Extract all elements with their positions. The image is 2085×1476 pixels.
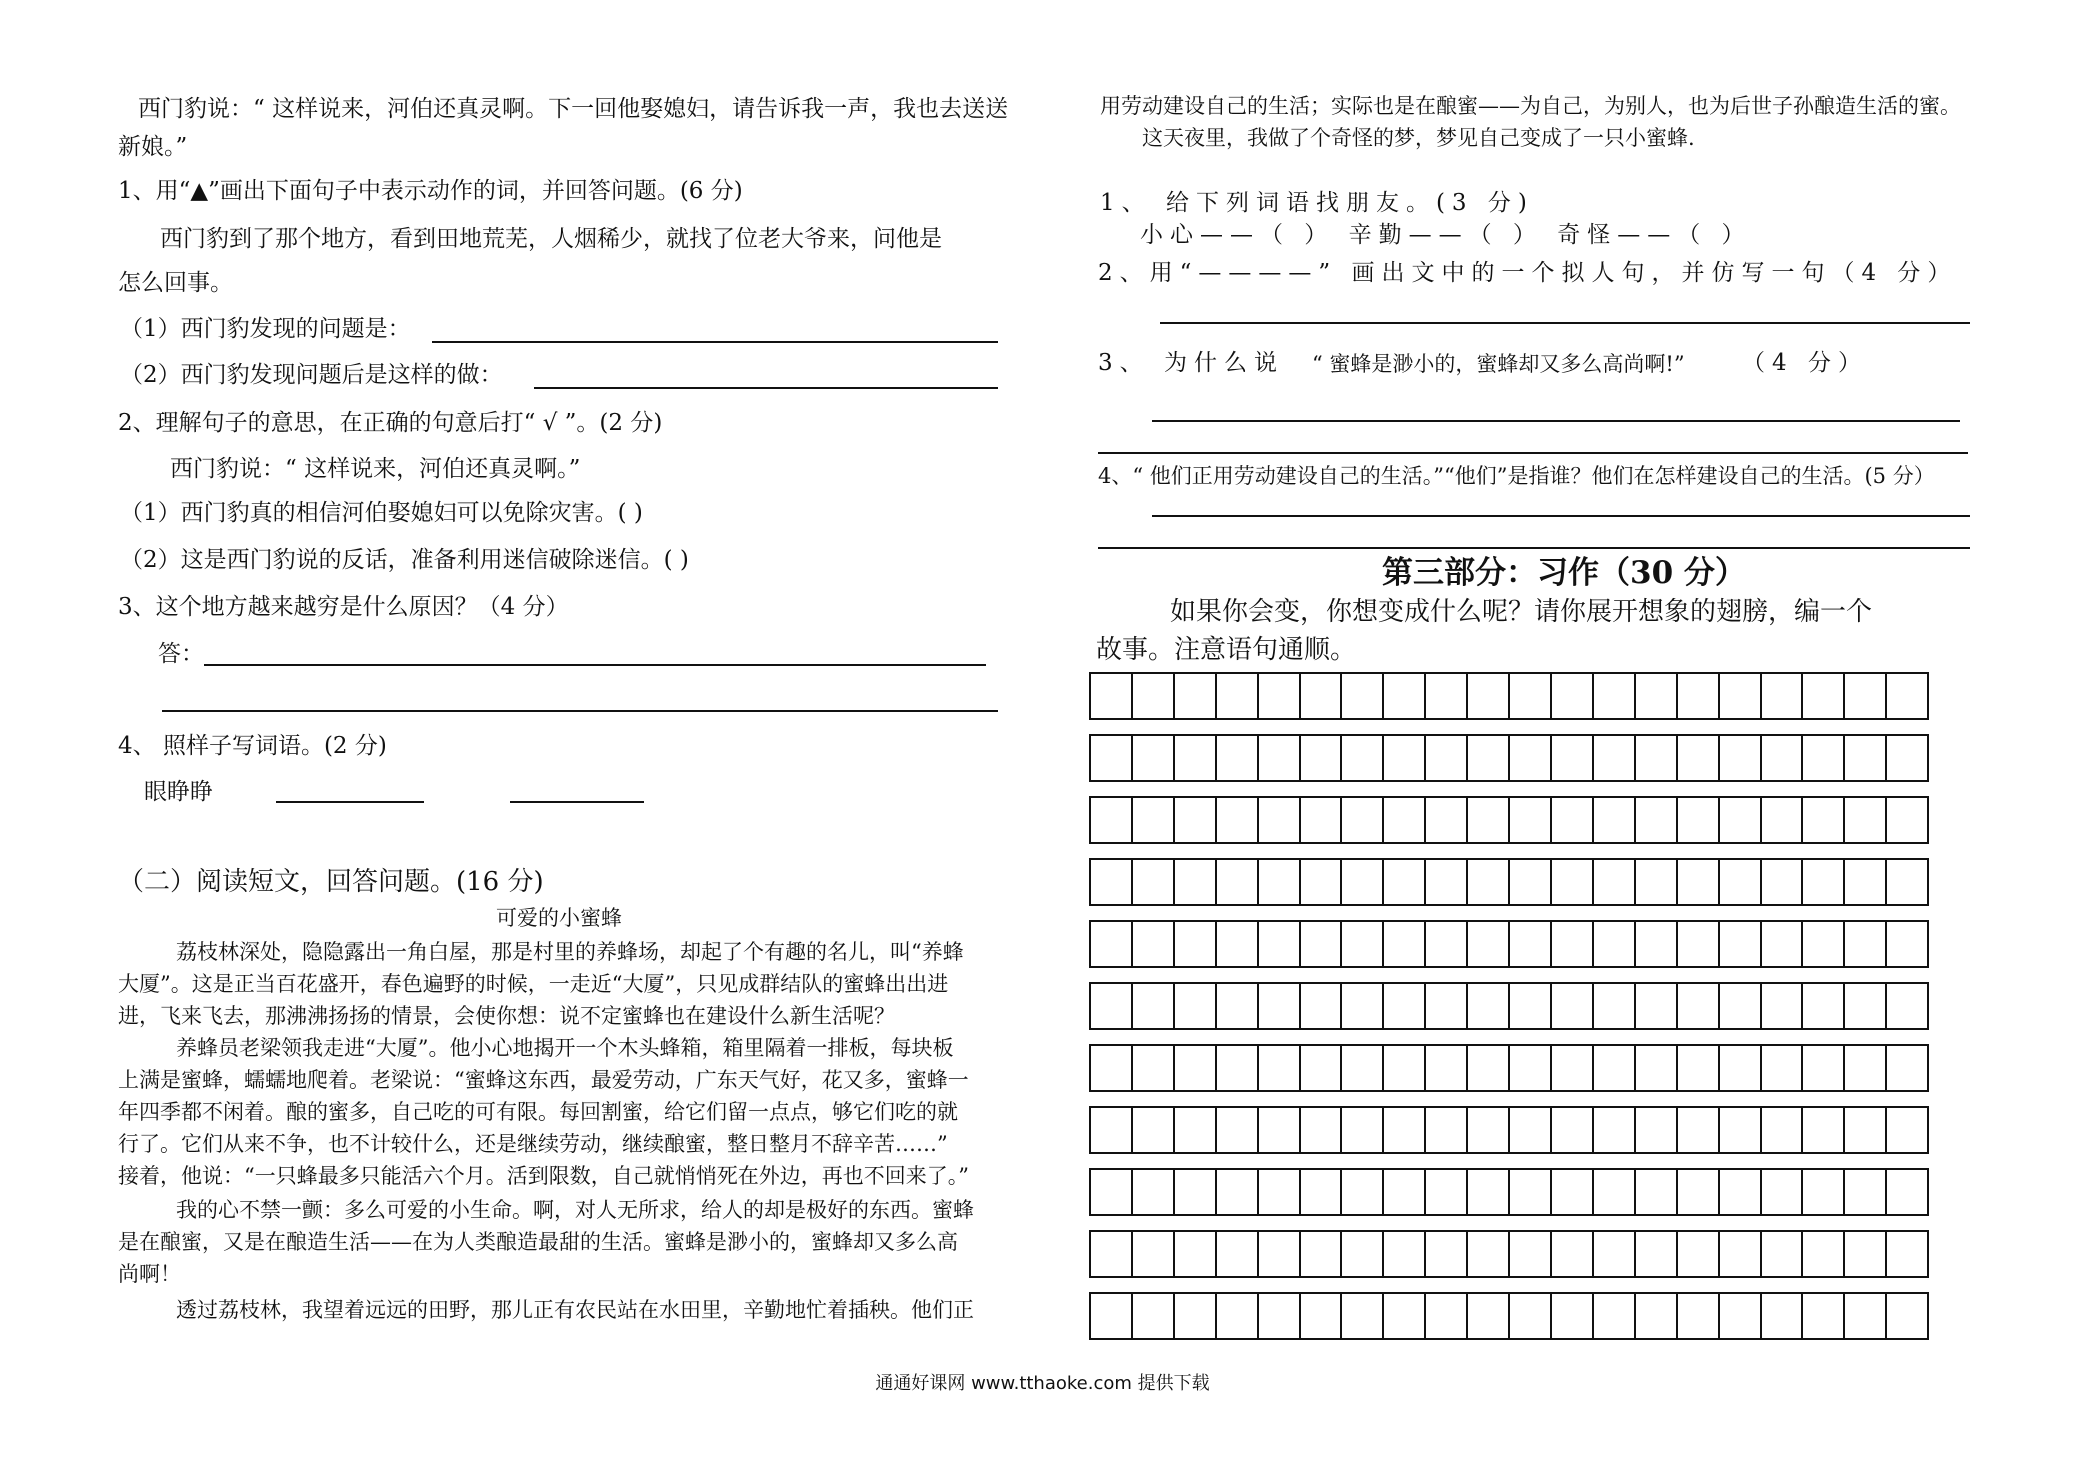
right-question-2: 2、用“————” 画出文中的一个拟人句，并仿写一句（4 分）: [1098, 260, 1958, 286]
grid-cell[interactable]: [1175, 1294, 1217, 1338]
grid-row: [1089, 1106, 1929, 1154]
grid-cell[interactable]: [1217, 984, 1259, 1028]
grid-cell[interactable]: [1510, 798, 1552, 842]
grid-cell[interactable]: [1091, 1108, 1133, 1152]
grid-cell[interactable]: [1091, 922, 1133, 966]
grid-cell[interactable]: [1091, 1232, 1133, 1276]
grid-cell[interactable]: [1845, 1232, 1887, 1276]
grid-cell[interactable]: [1510, 736, 1552, 780]
intro-line-2: 新娘。”: [118, 134, 188, 160]
right-question-3-quote: “ 蜜蜂是渺小的，蜜蜂却又多么高尚啊!”: [1312, 352, 1685, 376]
grid-cell[interactable]: [1845, 674, 1887, 718]
grid-cell[interactable]: [1594, 922, 1636, 966]
grid-cell[interactable]: [1426, 1046, 1468, 1090]
grid-cell[interactable]: [1259, 1170, 1301, 1214]
grid-cell[interactable]: [1426, 860, 1468, 904]
grid-cell[interactable]: [1468, 1170, 1510, 1214]
grid-cell[interactable]: [1552, 1046, 1594, 1090]
grid-cell[interactable]: [1678, 736, 1720, 780]
grid-cell[interactable]: [1803, 922, 1845, 966]
grid-cell[interactable]: [1301, 860, 1343, 904]
grid-cell[interactable]: [1678, 1046, 1720, 1090]
right-q2-answer-line[interactable]: [1160, 322, 1970, 324]
grid-cell[interactable]: [1636, 1170, 1678, 1214]
grid-cell[interactable]: [1510, 1170, 1552, 1214]
grid-cell[interactable]: [1133, 1294, 1175, 1338]
grid-cell[interactable]: [1217, 1232, 1259, 1276]
grid-cell[interactable]: [1259, 922, 1301, 966]
right-question-3-prefix: 3、 为什么说: [1098, 350, 1284, 376]
grid-cell[interactable]: [1762, 1046, 1804, 1090]
grid-cell[interactable]: [1301, 1232, 1343, 1276]
grid-row: [1089, 1168, 1929, 1216]
grid-cell[interactable]: [1301, 984, 1343, 1028]
grid-cell[interactable]: [1091, 1294, 1133, 1338]
grid-cell[interactable]: [1887, 798, 1927, 842]
grid-cell[interactable]: [1762, 1294, 1804, 1338]
essay-prompt-line-2: 故事。注意语句通顺。: [1096, 635, 1357, 665]
grid-cell[interactable]: [1468, 1108, 1510, 1152]
grid-cell[interactable]: [1510, 674, 1552, 718]
q3-answer-line-2[interactable]: [162, 710, 998, 712]
grid-cell[interactable]: [1133, 1046, 1175, 1090]
right-q3-answer-line-2[interactable]: [1098, 452, 1968, 454]
grid-cell[interactable]: [1342, 674, 1384, 718]
grid-cell[interactable]: [1342, 1170, 1384, 1214]
q1-sub-2: （2）西门豹发现问题后是这样的做：: [120, 362, 503, 388]
grid-cell[interactable]: [1636, 922, 1678, 966]
grid-cell[interactable]: [1762, 798, 1804, 842]
grid-cell[interactable]: [1342, 860, 1384, 904]
right-q4-answer-line-1[interactable]: [1152, 515, 1970, 517]
grid-cell[interactable]: [1636, 1232, 1678, 1276]
grid-cell[interactable]: [1091, 1046, 1133, 1090]
grid-cell[interactable]: [1384, 1232, 1426, 1276]
grid-cell[interactable]: [1845, 922, 1887, 966]
grid-cell[interactable]: [1762, 736, 1804, 780]
grid-cell[interactable]: [1594, 1108, 1636, 1152]
grid-cell[interactable]: [1552, 736, 1594, 780]
grid-cell[interactable]: [1887, 736, 1927, 780]
grid-cell[interactable]: [1762, 984, 1804, 1028]
grid-cell[interactable]: [1342, 1108, 1384, 1152]
grid-cell[interactable]: [1678, 798, 1720, 842]
passage-line: 尚啊！: [118, 1262, 181, 1286]
grid-cell[interactable]: [1887, 1232, 1927, 1276]
grid-cell[interactable]: [1091, 798, 1133, 842]
grid-cell[interactable]: [1720, 736, 1762, 780]
passage-title: 可爱的小蜜蜂: [496, 906, 622, 930]
passage-line: 是在酿蜜，又是在酿造生活——在为人类酿造最甜的生活。蜜蜂是渺小的，蜜蜂却又多么高: [118, 1230, 958, 1254]
q2-sentence: 西门豹说：“ 这样说来，河伯还真灵啊。”: [170, 456, 581, 482]
section-2-title: （二）阅读短文，回答问题。(16 分): [118, 867, 544, 897]
grid-cell[interactable]: [1133, 798, 1175, 842]
grid-cell[interactable]: [1468, 798, 1510, 842]
passage-line: 年四季都不闲着。酿的蜜多，自己吃的可有限。每回割蜜，给它们留一点点，够它们吃的就: [118, 1100, 958, 1124]
q1-sentence-line-1: 西门豹到了那个地方，看到田地荒芜，人烟稀少，就找了位老大爷来，问他是: [160, 226, 942, 252]
q1-sub-1: （1）西门豹发现的问题是：: [120, 316, 411, 342]
grid-cell[interactable]: [1552, 984, 1594, 1028]
grid-cell[interactable]: [1678, 1170, 1720, 1214]
grid-cell[interactable]: [1887, 984, 1927, 1028]
grid-cell[interactable]: [1384, 736, 1426, 780]
grid-cell[interactable]: [1468, 674, 1510, 718]
grid-cell[interactable]: [1301, 922, 1343, 966]
grid-cell[interactable]: [1133, 1232, 1175, 1276]
grid-cell[interactable]: [1426, 1232, 1468, 1276]
grid-cell[interactable]: [1720, 922, 1762, 966]
grid-cell[interactable]: [1636, 860, 1678, 904]
grid-cell[interactable]: [1636, 1294, 1678, 1338]
grid-cell[interactable]: [1217, 798, 1259, 842]
grid-cell[interactable]: [1301, 1294, 1343, 1338]
grid-cell[interactable]: [1133, 860, 1175, 904]
grid-cell[interactable]: [1301, 674, 1343, 718]
grid-cell[interactable]: [1175, 736, 1217, 780]
grid-cell[interactable]: [1678, 1294, 1720, 1338]
grid-cell[interactable]: [1259, 860, 1301, 904]
grid-cell[interactable]: [1762, 1170, 1804, 1214]
passage-line: 大厦”。这是正当百花盛开，春色遍野的时候，一走近“大厦”，只见成群结队的蜜蜂出出进: [118, 972, 949, 996]
grid-cell[interactable]: [1468, 1294, 1510, 1338]
grid-cell[interactable]: [1510, 1108, 1552, 1152]
grid-cell[interactable]: [1342, 736, 1384, 780]
grid-cell[interactable]: [1887, 1108, 1927, 1152]
grid-cell[interactable]: [1803, 736, 1845, 780]
grid-cell[interactable]: [1175, 1170, 1217, 1214]
grid-cell[interactable]: [1720, 984, 1762, 1028]
grid-cell[interactable]: [1259, 1232, 1301, 1276]
grid-cell[interactable]: [1468, 984, 1510, 1028]
right-question-1: 1、 给下列词语找朋友。(3 分): [1100, 190, 1534, 216]
grid-cell[interactable]: [1720, 1294, 1762, 1338]
passage-continued-2: 这天夜里，我做了个奇怪的梦，梦见自己变成了一只小蜜蜂.: [1142, 126, 1695, 150]
grid-cell[interactable]: [1887, 860, 1927, 904]
grid-cell[interactable]: [1426, 984, 1468, 1028]
grid-cell[interactable]: [1845, 798, 1887, 842]
grid-cell[interactable]: [1678, 1108, 1720, 1152]
q1-sentence-line-2: 怎么回事。: [118, 270, 233, 296]
q4-answer-line-1[interactable]: [276, 801, 424, 803]
grid-cell[interactable]: [1301, 798, 1343, 842]
grid-cell[interactable]: [1510, 860, 1552, 904]
grid-cell[interactable]: [1091, 674, 1133, 718]
grid-cell[interactable]: [1175, 798, 1217, 842]
grid-cell[interactable]: [1259, 1108, 1301, 1152]
grid-cell[interactable]: [1217, 1046, 1259, 1090]
grid-cell[interactable]: [1468, 736, 1510, 780]
q4-answer-line-2[interactable]: [510, 801, 644, 803]
question-4: 4、 照样子写词语。(2 分): [118, 733, 387, 759]
grid-cell[interactable]: [1552, 798, 1594, 842]
grid-cell[interactable]: [1720, 1170, 1762, 1214]
grid-cell[interactable]: [1301, 1108, 1343, 1152]
grid-cell[interactable]: [1384, 1108, 1426, 1152]
grid-cell[interactable]: [1803, 984, 1845, 1028]
grid-cell[interactable]: [1636, 984, 1678, 1028]
grid-row: [1089, 1292, 1929, 1340]
grid-cell[interactable]: [1133, 1170, 1175, 1214]
grid-cell[interactable]: [1678, 860, 1720, 904]
grid-cell[interactable]: [1259, 674, 1301, 718]
grid-cell[interactable]: [1803, 1170, 1845, 1214]
grid-row: [1089, 982, 1929, 1030]
q3-answer-line-1[interactable]: [204, 664, 986, 666]
q3-answer-label: 答：: [158, 641, 204, 667]
grid-cell[interactable]: [1133, 736, 1175, 780]
passage-line: 透过荔枝林，我望着远远的田野，那儿正有农民站在水田里，辛勤地忙着插秧。他们正: [176, 1298, 974, 1322]
grid-cell[interactable]: [1762, 860, 1804, 904]
grid-cell[interactable]: [1342, 922, 1384, 966]
grid-cell[interactable]: [1678, 984, 1720, 1028]
grid-cell[interactable]: [1510, 1046, 1552, 1090]
grid-cell[interactable]: [1426, 736, 1468, 780]
grid-cell[interactable]: [1803, 798, 1845, 842]
grid-row: [1089, 1044, 1929, 1092]
grid-cell[interactable]: [1803, 1232, 1845, 1276]
grid-cell[interactable]: [1636, 736, 1678, 780]
grid-cell[interactable]: [1594, 736, 1636, 780]
grid-cell[interactable]: [1133, 1108, 1175, 1152]
passage-line: 荔枝林深处，隐隐露出一角白屋，那是村里的养蜂场，却起了个有趣的名儿，叫“养蜂: [176, 940, 964, 964]
grid-cell[interactable]: [1342, 1294, 1384, 1338]
q2-option-2[interactable]: （2）这是西门豹说的反话，准备利用迷信破除迷信。( ): [120, 547, 689, 573]
grid-cell[interactable]: [1133, 984, 1175, 1028]
grid-cell[interactable]: [1091, 736, 1133, 780]
grid-cell[interactable]: [1426, 798, 1468, 842]
grid-cell[interactable]: [1552, 1108, 1594, 1152]
grid-cell[interactable]: [1175, 1108, 1217, 1152]
question-1: 1、用“▲”画出下面句子中表示动作的词，并回答问题。(6 分): [118, 178, 743, 204]
footer: 通通好课网 www.tthaoke.com 提供下载: [875, 1373, 1210, 1394]
grid-row: [1089, 672, 1929, 720]
grid-cell[interactable]: [1636, 674, 1678, 718]
grid-cell[interactable]: [1091, 1170, 1133, 1214]
q1-sub-2-answer-line[interactable]: [534, 387, 998, 389]
passage-line: 养蜂员老梁领我走进“大厦”。他小心地揭开一个木头蜂箱，箱里隔着一排板，每块板: [176, 1036, 954, 1060]
grid-cell[interactable]: [1720, 1046, 1762, 1090]
grid-cell[interactable]: [1384, 1294, 1426, 1338]
grid-cell[interactable]: [1426, 922, 1468, 966]
grid-cell[interactable]: [1720, 860, 1762, 904]
grid-cell[interactable]: [1845, 1046, 1887, 1090]
grid-cell[interactable]: [1762, 1232, 1804, 1276]
grid-cell[interactable]: [1720, 798, 1762, 842]
grid-cell[interactable]: [1384, 922, 1426, 966]
grid-cell[interactable]: [1217, 1108, 1259, 1152]
grid-cell[interactable]: [1384, 798, 1426, 842]
grid-cell[interactable]: [1384, 1046, 1426, 1090]
grid-cell[interactable]: [1342, 798, 1384, 842]
grid-cell[interactable]: [1594, 674, 1636, 718]
grid-cell[interactable]: [1259, 1294, 1301, 1338]
grid-cell[interactable]: [1175, 860, 1217, 904]
grid-cell[interactable]: [1133, 674, 1175, 718]
grid-cell[interactable]: [1468, 860, 1510, 904]
intro-line-1: 西门豹说：“ 这样说来，河伯还真灵啊。下一回他娶媳妇，请告诉我一声，我也去送送: [138, 96, 1009, 122]
grid-row: [1089, 920, 1929, 968]
grid-cell[interactable]: [1594, 860, 1636, 904]
grid-row: [1089, 858, 1929, 906]
grid-cell[interactable]: [1845, 860, 1887, 904]
q4-example: 眼睁睁: [144, 779, 213, 805]
right-q1-words[interactable]: 小心——（ ） 辛勤——（ ） 奇怪——（ ）: [1140, 222, 1752, 248]
section-3-title: 第三部分：习作（30 分）: [1382, 555, 1746, 591]
grid-cell[interactable]: [1217, 1170, 1259, 1214]
grid-cell[interactable]: [1384, 674, 1426, 718]
passage-line: 我的心不禁一颤：多么可爱的小生命。啊，对人无所求，给人的却是极好的东西。蜜蜂: [176, 1198, 974, 1222]
grid-cell[interactable]: [1552, 860, 1594, 904]
grid-cell[interactable]: [1678, 674, 1720, 718]
grid-cell[interactable]: [1552, 1294, 1594, 1338]
grid-cell[interactable]: [1175, 1046, 1217, 1090]
grid-cell[interactable]: [1720, 1232, 1762, 1276]
grid-row: [1089, 734, 1929, 782]
grid-cell[interactable]: [1762, 1108, 1804, 1152]
grid-cell[interactable]: [1259, 984, 1301, 1028]
grid-cell[interactable]: [1594, 1170, 1636, 1214]
grid-cell[interactable]: [1426, 1294, 1468, 1338]
grid-cell[interactable]: [1803, 674, 1845, 718]
grid-cell[interactable]: [1762, 674, 1804, 718]
grid-cell[interactable]: [1342, 1232, 1384, 1276]
grid-cell[interactable]: [1175, 984, 1217, 1028]
grid-cell[interactable]: [1091, 860, 1133, 904]
grid-cell[interactable]: [1426, 1108, 1468, 1152]
grid-cell[interactable]: [1091, 984, 1133, 1028]
right-question-3-score: （4 分）: [1742, 350, 1868, 376]
grid-cell[interactable]: [1594, 1046, 1636, 1090]
grid-cell[interactable]: [1259, 798, 1301, 842]
grid-cell[interactable]: [1887, 922, 1927, 966]
grid-cell[interactable]: [1426, 674, 1468, 718]
grid-cell[interactable]: [1594, 984, 1636, 1028]
grid-cell[interactable]: [1845, 1108, 1887, 1152]
passage-continued-1: 用劳动建设自己的生活；实际也是在酿蜜——为自己，为别人，也为后世子孙酿造生活的蜜。: [1100, 94, 1961, 118]
right-q3-answer-line-1[interactable]: [1152, 420, 1960, 422]
grid-cell[interactable]: [1552, 1170, 1594, 1214]
grid-cell[interactable]: [1259, 736, 1301, 780]
grid-cell[interactable]: [1468, 922, 1510, 966]
right-q4-answer-line-2[interactable]: [1098, 547, 1970, 549]
grid-cell[interactable]: [1468, 1232, 1510, 1276]
grid-cell[interactable]: [1217, 674, 1259, 718]
grid-cell[interactable]: [1217, 1294, 1259, 1338]
writing-grid[interactable]: [1089, 672, 1929, 1352]
grid-cell[interactable]: [1678, 1232, 1720, 1276]
grid-cell[interactable]: [1510, 922, 1552, 966]
passage-line: 接着，他说：“一只蜂最多只能活六个月。活到限数，自己就悄悄死在外边，再也不回来了。”: [118, 1164, 969, 1188]
essay-prompt-line-1: 如果你会变，你想变成什么呢？请你展开想象的翅膀，编一个: [1170, 597, 1873, 627]
grid-cell[interactable]: [1636, 798, 1678, 842]
grid-cell[interactable]: [1426, 1170, 1468, 1214]
grid-cell[interactable]: [1552, 1232, 1594, 1276]
grid-cell[interactable]: [1301, 736, 1343, 780]
grid-cell[interactable]: [1720, 674, 1762, 718]
grid-cell[interactable]: [1803, 1294, 1845, 1338]
grid-cell[interactable]: [1887, 1046, 1927, 1090]
grid-cell[interactable]: [1133, 922, 1175, 966]
grid-cell[interactable]: [1384, 984, 1426, 1028]
grid-cell[interactable]: [1887, 1294, 1927, 1338]
grid-cell[interactable]: [1510, 984, 1552, 1028]
question-3: 3、这个地方越来越穷是什么原因？（4 分）: [118, 594, 569, 620]
grid-cell[interactable]: [1803, 1108, 1845, 1152]
passage-line: 行了。它们从来不争，也不计较什么，还是继续劳动，继续酿蜜，整日整月不辞辛苦……”: [118, 1132, 948, 1156]
grid-cell[interactable]: [1384, 860, 1426, 904]
grid-cell[interactable]: [1594, 1232, 1636, 1276]
grid-cell[interactable]: [1552, 674, 1594, 718]
grid-cell[interactable]: [1384, 1170, 1426, 1214]
grid-cell[interactable]: [1175, 1232, 1217, 1276]
grid-cell[interactable]: [1845, 984, 1887, 1028]
grid-cell[interactable]: [1342, 1046, 1384, 1090]
grid-cell[interactable]: [1845, 1294, 1887, 1338]
grid-cell[interactable]: [1217, 922, 1259, 966]
grid-cell[interactable]: [1845, 736, 1887, 780]
passage-line: 进，飞来飞去，那沸沸扬扬的情景，会使你想：说不定蜜蜂也在建设什么新生活呢？: [118, 1004, 895, 1028]
grid-cell[interactable]: [1175, 674, 1217, 718]
grid-cell[interactable]: [1803, 860, 1845, 904]
grid-cell[interactable]: [1301, 1170, 1343, 1214]
grid-cell[interactable]: [1636, 1046, 1678, 1090]
grid-cell[interactable]: [1845, 1170, 1887, 1214]
grid-row: [1089, 796, 1929, 844]
grid-row: [1089, 1230, 1929, 1278]
grid-cell[interactable]: [1720, 1108, 1762, 1152]
passage-line: 上满是蜜蜂，蠕蠕地爬着。老梁说：“蜜蜂这东西，最爱劳动，广东天气好，花又多，蜜蜂一: [118, 1068, 969, 1092]
grid-cell[interactable]: [1510, 1232, 1552, 1276]
grid-cell[interactable]: [1594, 1294, 1636, 1338]
grid-cell[interactable]: [1636, 1108, 1678, 1152]
q2-option-1[interactable]: （1）西门豹真的相信河伯娶媳妇可以免除灾害。( ): [120, 500, 643, 526]
grid-cell[interactable]: [1552, 922, 1594, 966]
grid-cell[interactable]: [1678, 922, 1720, 966]
question-2: 2、理解句子的意思，在正确的句意后打“ √ ”。(2 分): [118, 410, 663, 436]
right-question-4: 4、“ 他们正用劳动建设自己的生活。”“他们”是指谁？他们在怎样建设自己的生活。(5 分）: [1098, 464, 1935, 488]
grid-cell[interactable]: [1803, 1046, 1845, 1090]
grid-cell[interactable]: [1887, 674, 1927, 718]
grid-cell[interactable]: [1887, 1170, 1927, 1214]
grid-cell[interactable]: [1762, 922, 1804, 966]
grid-cell[interactable]: [1468, 1046, 1510, 1090]
grid-cell[interactable]: [1510, 1294, 1552, 1338]
grid-cell[interactable]: [1217, 736, 1259, 780]
grid-cell[interactable]: [1217, 860, 1259, 904]
grid-cell[interactable]: [1175, 922, 1217, 966]
grid-cell[interactable]: [1259, 1046, 1301, 1090]
grid-cell[interactable]: [1342, 984, 1384, 1028]
grid-cell[interactable]: [1594, 798, 1636, 842]
q1-sub-1-answer-line[interactable]: [432, 341, 998, 343]
grid-cell[interactable]: [1301, 1046, 1343, 1090]
